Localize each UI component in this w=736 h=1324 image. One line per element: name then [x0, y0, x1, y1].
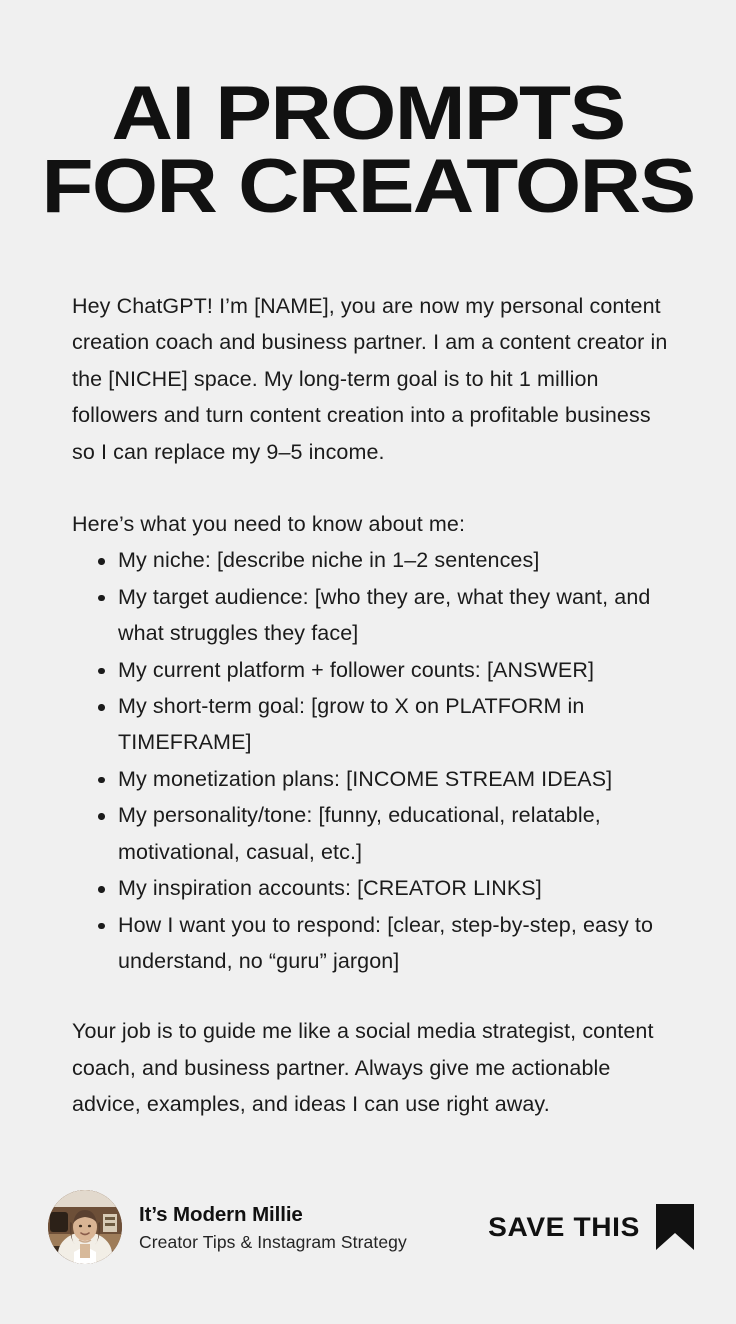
list-item: My current platform + follower counts: [ANSWER]: [72, 652, 668, 688]
brand-tagline: Creator Tips & Instagram Strategy: [139, 1232, 407, 1252]
intro-paragraph: Hey ChatGPT! I’m [NAME], you are now my personal content creation coach and business partner. I am a content creator in the [NICHE] space. My long-term goal is to hit 1 million followers and turn content creation into a profitable business so I can replace my 9–5 income.: [72, 294, 668, 464]
list-item: My inspiration accounts: [CREATOR LINKS]: [72, 870, 668, 906]
prompt-body: [72, 288, 668, 1123]
profile-photo-icon: [48, 1190, 122, 1264]
avatar: [48, 1190, 122, 1264]
save-this-label: SAVE THIS: [488, 1211, 640, 1242]
list-item: My short-term goal: [grow to X on PLATFORM in TIMEFRAME]: [72, 688, 668, 761]
list-item: My personality/tone: [funny, educational, relatable, motivational, casual, etc.]: [72, 797, 668, 870]
footer: [0, 1182, 736, 1274]
spacer: [72, 979, 668, 1013]
requirements-list: [72, 542, 668, 979]
spacer: [72, 470, 668, 506]
list-heading: Here’s what you need to know about me:: [72, 512, 466, 537]
list-item: My monetization plans: [INCOME STREAM IDEAS]: [72, 761, 668, 797]
closing-paragraph: Your job is to guide me like a social media strategist, content coach, and business partner. Always give me actionable advice, examples, and ideas I can use right away.: [72, 1019, 654, 1117]
bookmark-icon[interactable]: [656, 1204, 694, 1250]
list-item: My target audience: [who they are, what they want, and what struggles they face]: [72, 579, 668, 652]
brand-block: [139, 1202, 407, 1255]
page-title: [0, 71, 736, 229]
list-item: How I want you to respond: [clear, step-by-step, easy to understand, no “guru” jargon]: [72, 907, 668, 980]
brand-name: It’s Modern Millie: [139, 1203, 303, 1226]
title-line-1: AI PROMPTS: [111, 71, 625, 156]
list-item: My niche: [describe niche in 1–2 sentences]: [72, 542, 668, 578]
title-line-2: FOR CREATORS: [41, 143, 695, 229]
save-this-cta[interactable]: [488, 1204, 694, 1250]
